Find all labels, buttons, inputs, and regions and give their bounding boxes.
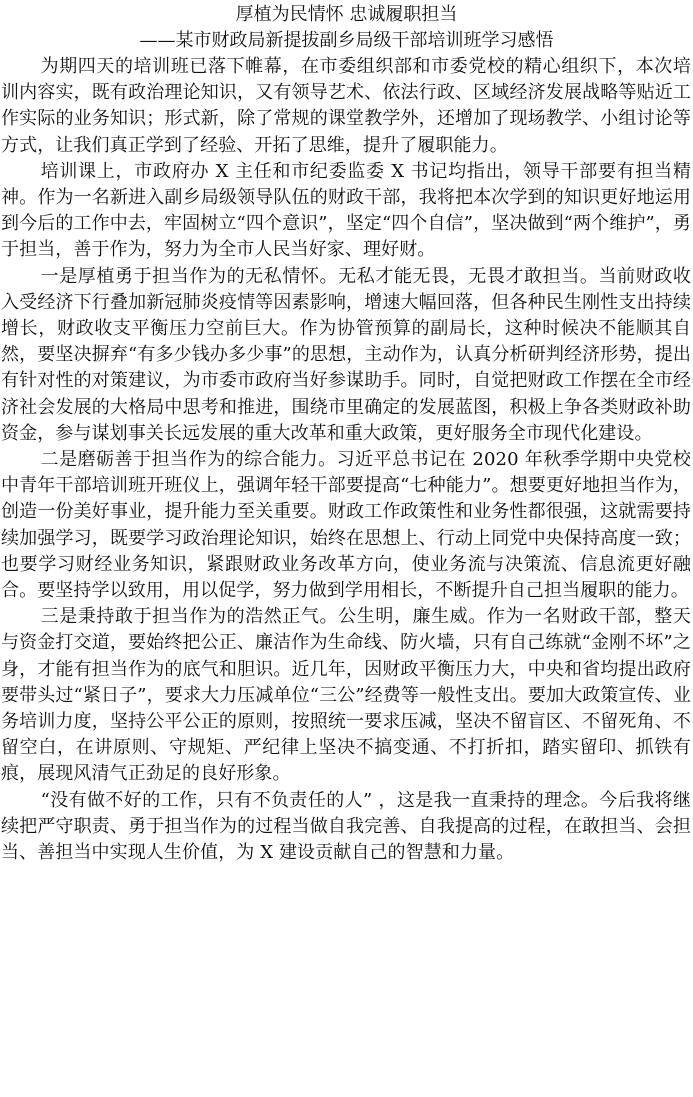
paragraph-point-three: 三是秉持敢于担当作为的浩然正气。公生明，廉生威。作为一名财政干部，整天与资金打交道，要始终把公正、廉洁作为生命线、防火墙，只有自己练就“金刚不坏”之身，才能有担当作为的底气和胆识。近几年，因财政平衡压力大，中央和省均提出政府要带头过“紧日子”，要求大力压减单位“三公”经费等一般性支出。要加大政策宣传、业务培训力度，坚持公平公正的原则，按照统一要求压减，坚决不留盲区、不留死角、不留空白，在讲原则、守规矩、严纪律上坚决不搞变通、不打折扣，踏实留印、抓铁有痕，展现风清气正劲足的良好形象。 [1,606,691,785]
document-title: 厚植为民情怀 忠诚履职担当 [235,4,458,25]
paragraph-conclusion: “没有做不好的工作，只有不负责任的人” ，这是我一直秉持的理念。今后我将继续把严守职责、勇于担当作为的过程当做自我完善、自我提高的过程，在敢担当、会担当、善担当中实现人生价值，为 X 建设贡献自己的智慧和力量。 [1,789,691,864]
paragraph-intro: 为期四天的培训班已落下帷幕，在市委组织部和市委党校的精心组织下，本次培训内容实，既有政治理论知识，又有领导艺术、依法行政、区域经济发展战略等贴近工作实际的业务知识；形式新，除了常规的课堂教学外，还增加了现场教学、小组讨论等方式，让我们真正学到了经验、开拓了思维，提升了履职能力。 [1,56,691,156]
paragraph-point-one: 一是厚植勇于担当作为的无私情怀。无私才能无畏，无畏才敢担当。当前财政收入受经济下行叠加新冠肺炎疫情等因素影响，增速大幅回落，但各种民生刚性支出持续增长，财政收支平衡压力空前巨大。作为协管预算的副局长，这种时候决不能顺其自然，要坚决摒弃“有多少钱办多少事”的思想，主动作为，认真分析研判经济形势，提出有针对性的对策建议，为市委市政府当好参谋助手。同时，自觉把财政工作摆在全市经济社会发展的大格局中思考和推进，围绕市里确定的发展蓝图，积极上争各类财政补助资金，参与谋划事关长远发展的重大改革和重大政策，更好服务全市现代化建设。 [1,265,691,444]
paragraph-point-two: 二是磨砺善于担当作为的综合能力。习近平总书记在 2020 年秋季学期中央党校中青年干部培训班开班仪上，强调年轻干部要提高“七种能力”。想要更好地担当作为，创造一份美好事业，提升能力至关重要。财政工作政策性和业务性都很强，这就需要持续加强学习，既要学习政治理论知识，始终在思想上、行动上同党中央保持高度一致；也要学习财经业务知识，紧跟财政业务改革方向，使业务流与决策流、信息流更好融合。要坚持学以致用，用以促学，努力做到学用相长，不断提升自己担当履职的能力。 [1,449,691,602]
document-subtitle: ——某市财政局新提拔副乡局级干部培训班学习感悟 [139,30,554,51]
paragraph-training: 培训课上，市政府办 X 主任和市纪委监委 X 书记均指出，领导干部要有担当精神。作为一名新进入副乡局级领导队伍的财政干部，我将把本次学到的知识更好地运用到今后的工作中去，牢固树立“四个意识”，坚定“四个自信”，坚决做到“两个维护”，勇于担当，善于作为，努力为全市人民当好家、理好财。 [1,160,691,261]
